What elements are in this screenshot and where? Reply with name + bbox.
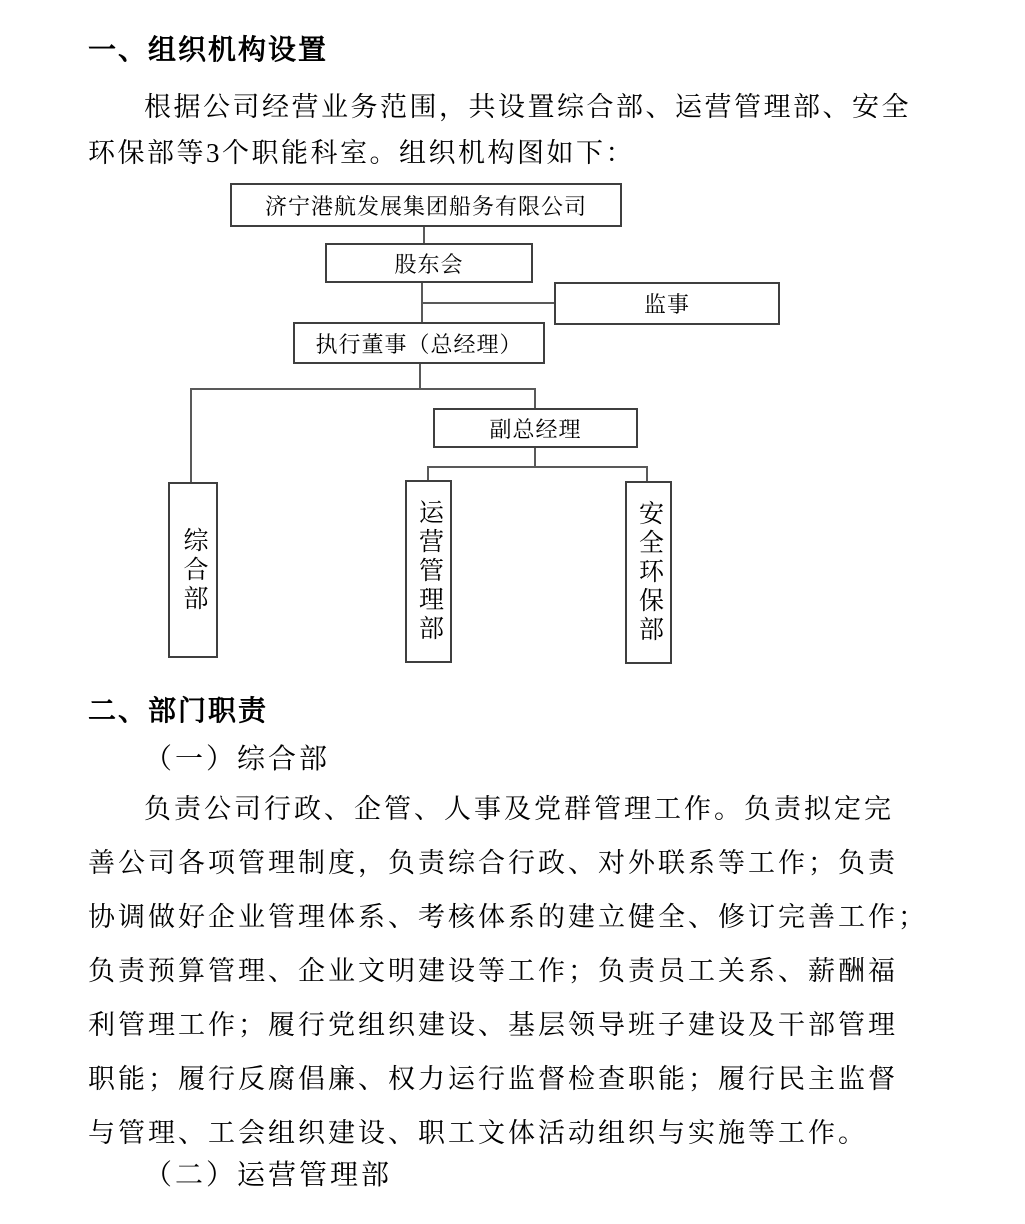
intro-line-1: 根据公司经营业务范围，共设置综合部、运营管理部、安全: [144, 92, 911, 122]
org-node-company: 济宁港航发展集团船务有限公司: [230, 183, 622, 227]
intro-paragraph: [88, 84, 920, 176]
connector-company-shareholders: [423, 227, 425, 243]
duty-line-2: 善公司各项管理制度，负责综合行政、对外联系等工作；负责: [88, 848, 898, 878]
duty-line-5: 利管理工作；履行党组织建设、基层领导班子建设及干部管理: [88, 1010, 898, 1040]
connector-executive-down: [419, 364, 421, 390]
connector-shareholders-executive: [421, 283, 423, 322]
org-node-shareholders: 股东会: [325, 243, 533, 283]
org-node-dept-safety: 安全环保部: [625, 481, 672, 664]
org-node-executive-director: 执行董事（总经理）: [293, 322, 545, 364]
section1-heading: 一、组织机构设置: [88, 34, 329, 65]
section2-heading: 二、部门职责: [88, 695, 269, 726]
org-node-dept-operations: 运营管理部: [405, 480, 452, 663]
org-node-dept-general: 综合部: [168, 482, 218, 658]
connector-deputy-down: [534, 448, 536, 468]
duty-line-3: 协调做好企业管理体系、考核体系的建立健全、修订完善工作；: [88, 902, 928, 932]
connector-branch-row2: [427, 466, 648, 468]
duty-line-1: 负责公司行政、企管、人事及党群管理工作。负责拟定完: [144, 794, 894, 824]
intro-line-2: 环保部等3个职能科室。组织机构图如下：: [88, 138, 635, 168]
connector-to-dept-general: [190, 388, 192, 482]
sub-heading-general-dept: （一）综合部: [144, 744, 331, 775]
connector-to-dept-operations: [427, 466, 429, 480]
connector-to-deputy: [534, 388, 536, 408]
duty-line-4: 负责预算管理、企业文明建设等工作；负责员工关系、薪酬福: [88, 956, 898, 986]
connector-to-supervisor: [421, 302, 554, 304]
duty-paragraph: [88, 782, 928, 1160]
sub-heading-operations-dept: （二）运营管理部: [144, 1160, 393, 1191]
connector-to-dept-safety: [646, 466, 648, 481]
org-node-deputy-general-manager: 副总经理: [433, 408, 638, 448]
duty-line-7: 与管理、工会组织建设、职工文体活动组织与实施等工作。: [88, 1118, 868, 1148]
duty-line-6: 职能；履行反腐倡廉、权力运行监督检查职能；履行民主监督: [88, 1064, 898, 1094]
org-node-supervisor: 监事: [554, 282, 780, 325]
connector-branch-row1: [190, 388, 536, 390]
